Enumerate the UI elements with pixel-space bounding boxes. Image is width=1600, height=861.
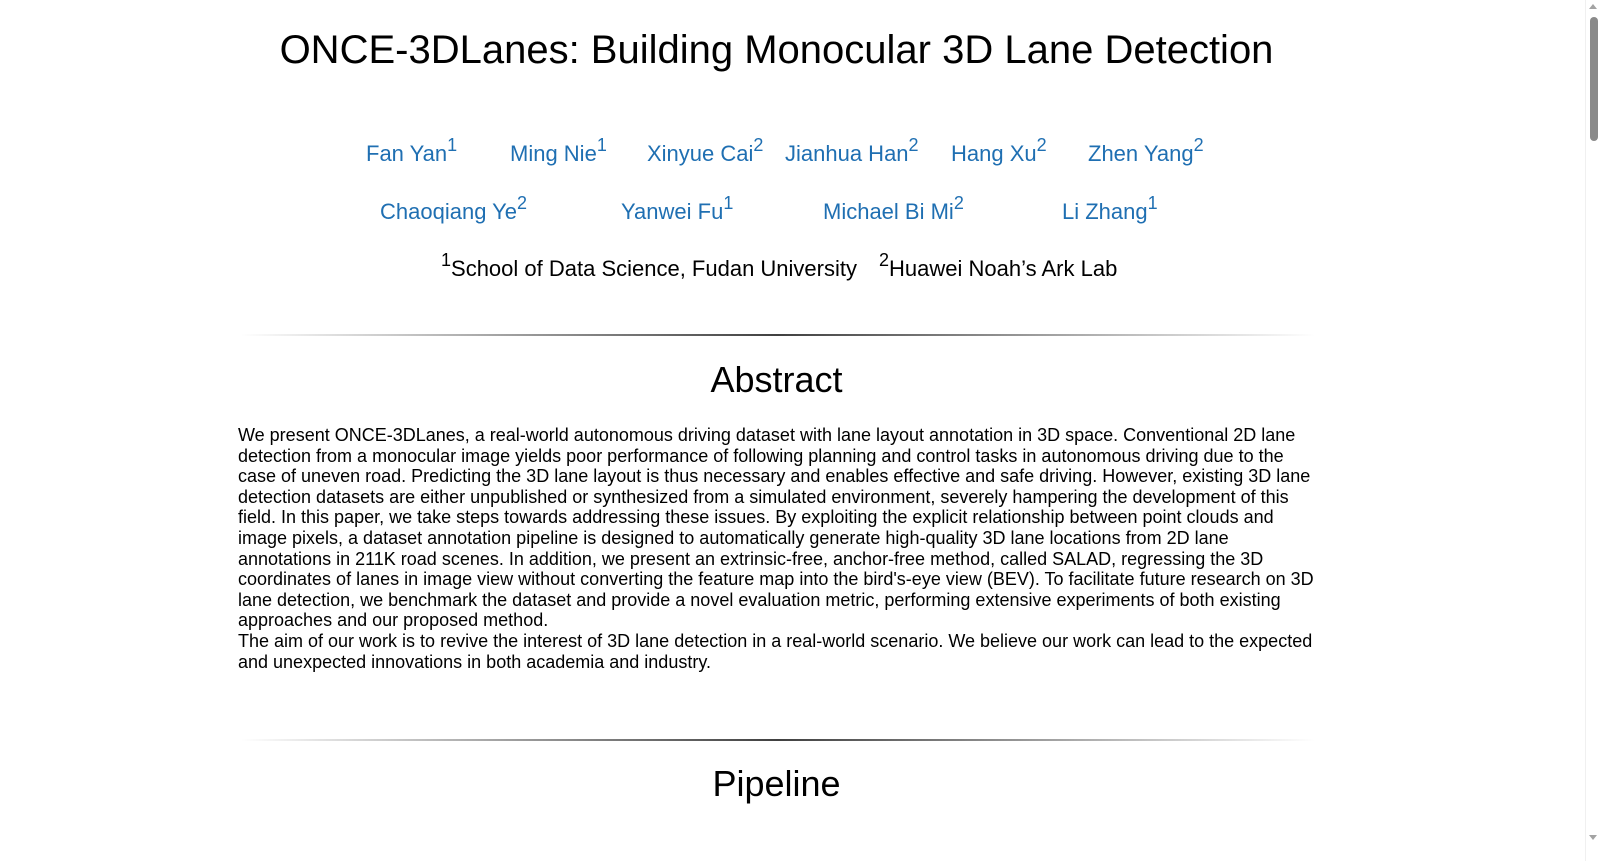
- author-affiliation-marker: 1: [596, 135, 607, 155]
- abstract-heading: Abstract: [710, 359, 843, 400]
- affiliation-number: 2: [879, 250, 890, 270]
- scroll-down-arrow-icon[interactable]: [1589, 835, 1597, 840]
- author-link-xinyue-cai[interactable]: [647, 135, 764, 168]
- scrollbar-thumb[interactable]: [1590, 17, 1598, 141]
- author-link-chaoqiang-ye[interactable]: [380, 193, 528, 226]
- author-name[interactable]: Zhen Yang: [1088, 141, 1194, 166]
- author-name[interactable]: Fan Yan: [366, 141, 448, 166]
- author-affiliation-marker: 1: [447, 135, 458, 155]
- pipeline-heading: Pipeline: [712, 763, 841, 804]
- author-link-li-zhang[interactable]: [1062, 193, 1158, 226]
- author-link-yanwei-fu[interactable]: [621, 193, 734, 226]
- section-divider: [240, 739, 1315, 741]
- author-link-zhen-yang[interactable]: [1088, 135, 1204, 168]
- author-name[interactable]: Hang Xu: [951, 141, 1037, 166]
- vertical-scrollbar[interactable]: [1585, 0, 1600, 861]
- author-name[interactable]: Yanwei Fu: [621, 199, 724, 224]
- affiliation-name: Huawei Noah’s Ark Lab: [889, 256, 1118, 281]
- affiliation-huawei: [879, 250, 1118, 283]
- author-name[interactable]: Li Zhang: [1062, 199, 1148, 224]
- section-divider: [240, 334, 1315, 336]
- author-affiliation-marker: 2: [1193, 135, 1204, 155]
- abstract-body: [238, 425, 1318, 672]
- affiliation-fudan: [441, 250, 857, 283]
- author-name[interactable]: Jianhua Han: [785, 141, 909, 166]
- author-affiliation-marker: 2: [517, 193, 528, 213]
- author-name[interactable]: Xinyue Cai: [647, 141, 754, 166]
- author-affiliation-marker: 2: [953, 193, 964, 213]
- affiliation-name: School of Data Science, Fudan University: [451, 256, 857, 281]
- abstract-paragraph: We present ONCE-3DLanes, a real-world autonomous driving dataset with lane layout annotation in 3D space. Conventional 2D lane detection from a monocular image yields poor performance of following planning and control tasks in autonomous driving due to the case of uneven road. Predicting the 3D lane layout is thus necessary and enables effective and safe driving. However, existing 3D lane detection datasets are either unpublished or synthesized from a simulated environment, severely hampering the development of this field. In this paper, we take steps towards addressing these issues. By exploiting the explicit relationship between point clouds and image pixels, a dataset annotation pipeline is designed to automatically generate high-quality 3D lane locations from 2D lane annotations in 211K road scenes. In addition, we present an extrinsic-free, anchor-free method, called SALAD, regressing the 3D coordinates of lanes in image view without converting the feature map into the bird's-eye view (BEV). To facilitate future research on 3D lane detection, we benchmark the dataset and provide a novel evaluation metric, performing extensive experiments of both existing approaches and our proposed method.: [238, 425, 1314, 631]
- author-name[interactable]: Chaoqiang Ye: [380, 199, 518, 224]
- page-title: ONCE-3DLanes: Building Monocular 3D Lane Detection: [279, 28, 1274, 72]
- author-link-hang-xu[interactable]: [951, 135, 1047, 168]
- author-affiliation-marker: 1: [1147, 193, 1158, 213]
- author-affiliation-marker: 2: [908, 135, 919, 155]
- abstract-paragraph: The aim of our work is to revive the interest of 3D lane detection in a real-world scenario. We believe our work can lead to the expected and unexpected innovations in both academia and industry.: [238, 630, 1313, 672]
- author-name[interactable]: Ming Nie: [510, 141, 597, 166]
- scroll-up-arrow-icon[interactable]: [1589, 4, 1597, 9]
- author-link-jianhua-han[interactable]: [785, 135, 919, 168]
- author-affiliation-marker: 2: [1036, 135, 1047, 155]
- author-affiliation-marker: 1: [723, 193, 734, 213]
- author-link-ming-nie[interactable]: [510, 135, 607, 168]
- author-name[interactable]: Michael Bi Mi: [823, 199, 954, 224]
- author-link-michael-bi-mi[interactable]: [823, 193, 964, 226]
- author-link-fan-yan[interactable]: [366, 135, 458, 168]
- affiliation-number: 1: [441, 250, 452, 270]
- author-affiliation-marker: 2: [753, 135, 764, 155]
